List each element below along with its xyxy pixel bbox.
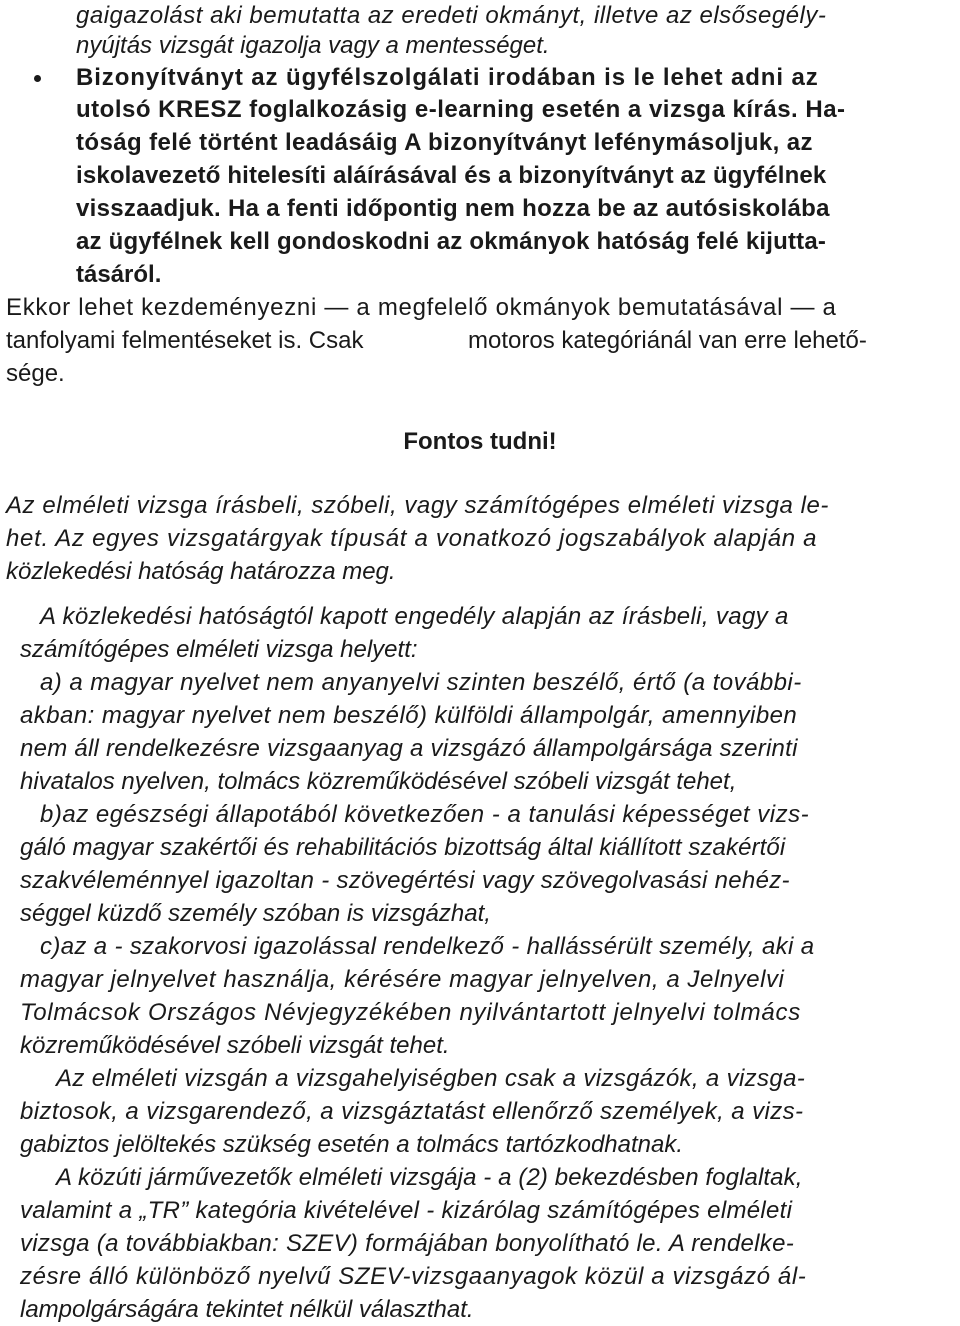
paragraph-line: motoros kategóriánál van erre lehető- xyxy=(468,327,867,354)
paragraph-line: a) a magyar nyelvet nem anyanyelvi szinten beszélő, értő (a további- xyxy=(40,669,802,696)
paragraph-line: Az elméleti vizsgán a vizsgahelyiségben csak a vizsgázók, a vizsga- xyxy=(56,1065,806,1092)
bullet-icon xyxy=(34,75,41,82)
paragraph-line: zésre álló különböző nyelvű SZEV-vizsgaanyagok közül a vizsgázó ál- xyxy=(20,1263,807,1290)
paragraph-line: sége. xyxy=(6,360,65,387)
bullet-text-line: tásáról. xyxy=(76,261,162,288)
paragraph-line: A közúti járművezetők elméleti vizsgája - a (2) bekezdésben foglaltak, xyxy=(56,1164,803,1191)
paragraph-line: Az elméleti vizsga írásbeli, szóbeli, vagy számítógépes elméleti vizsga le- xyxy=(6,492,829,519)
paragraph-line: b)az egészségi állapotából következően - a tanulási képességet vizs- xyxy=(40,801,810,828)
paragraph-line: Tolmácsok Országos Névjegyzékében nyilvántartott jelnyelvi tolmács xyxy=(20,999,801,1026)
paragraph-line: valamint a „TR” kategória kivételével - kizárólag számítógépes elméleti xyxy=(20,1197,793,1224)
bullet-text-line: Bizonyítványt az ügyfélszolgálati irodában is le lehet adni az xyxy=(76,64,819,91)
paragraph-line: c)az a - szakorvosi igazolással rendelkező - hallássérült személy, aki a xyxy=(40,933,815,960)
paragraph-line: szakvéleménnyel igazoltan - szövegértési vagy szövegolvasási nehéz- xyxy=(20,867,790,894)
paragraph-line: vizsga (a továbbiakban: SZEV) formájában bonyolítható le. A rendelke- xyxy=(20,1230,795,1257)
paragraph-line: gabiztos jelöltekés szükség esetén a tolmács tartózkodhatnak. xyxy=(20,1131,684,1158)
paragraph-line: magyar jelnyelvet használja, kérésére magyar jelnyelven, a Jelnyelvi xyxy=(20,966,785,993)
section-heading: Fontos tudni! xyxy=(403,428,557,455)
bullet-text-line: tóság felé történt leadásáig A bizonyítványt lefénymásoljuk, az xyxy=(76,129,813,156)
paragraph-line: tanfolyami felmentéseket is. Csak xyxy=(6,327,364,354)
intro-line: gaigazolást aki bemutatta az eredeti okmányt, illetve az elsősegély- xyxy=(76,2,827,29)
bullet-text-line: az ügyfélnek kell gondoskodni az okmányok hatóság felé kijutta- xyxy=(76,228,827,255)
paragraph-line: számítógépes elméleti vizsga helyett: xyxy=(20,636,418,663)
bullet-text-line: iskolavezető hitelesíti aláírásával és a bizonyítványt az ügyfélnek xyxy=(76,162,827,189)
paragraph-line: közreműködésével szóbeli vizsgát tehet. xyxy=(20,1032,450,1059)
bullet-text-line: utolsó KRESZ foglalkozásig e-learning esetén a vizsga kírás. Ha- xyxy=(76,96,846,123)
paragraph-line: séggel küzdő személy szóban is vizsgázhat, xyxy=(20,900,491,927)
paragraph-line: akban: magyar nyelvet nem beszélő) külföldi állampolgár, amennyiben xyxy=(20,702,798,729)
paragraph-line: gáló magyar szakértői és rehabilitációs bizottság által kiállított szakértői xyxy=(20,834,786,861)
intro-line: nyújtás vizsgát igazolja vagy a mentességet. xyxy=(76,32,550,59)
paragraph-line: biztosok, a vizsgarendező, a vizsgáztatást ellenőrző személyek, a vizs- xyxy=(20,1098,804,1125)
paragraph-line: Ekkor lehet kezdeményezni — a megfelelő okmányok bemutatásával — a xyxy=(6,294,837,321)
paragraph-line: het. Az egyes vizsgatárgyak típusát a vonatkozó jogszabályok alapján a xyxy=(6,525,818,552)
paragraph-line: nem áll rendelkezésre vizsgaanyag a vizsgázó állampolgársága szerinti xyxy=(20,735,798,762)
bullet-text-line: visszaadjuk. Ha a fenti időpontig nem hozza be az autósiskolába xyxy=(76,195,830,222)
paragraph-line: hivatalos nyelven, tolmács közreműködésével szóbeli vizsgát tehet, xyxy=(20,768,737,795)
paragraph-line: A közlekedési hatóságtól kapott engedély alapján az írásbeli, vagy a xyxy=(40,603,789,630)
paragraph-line: közlekedési hatóság határozza meg. xyxy=(6,558,396,585)
paragraph-line: lampolgárságára tekintet nélkül választhat. xyxy=(20,1296,474,1323)
